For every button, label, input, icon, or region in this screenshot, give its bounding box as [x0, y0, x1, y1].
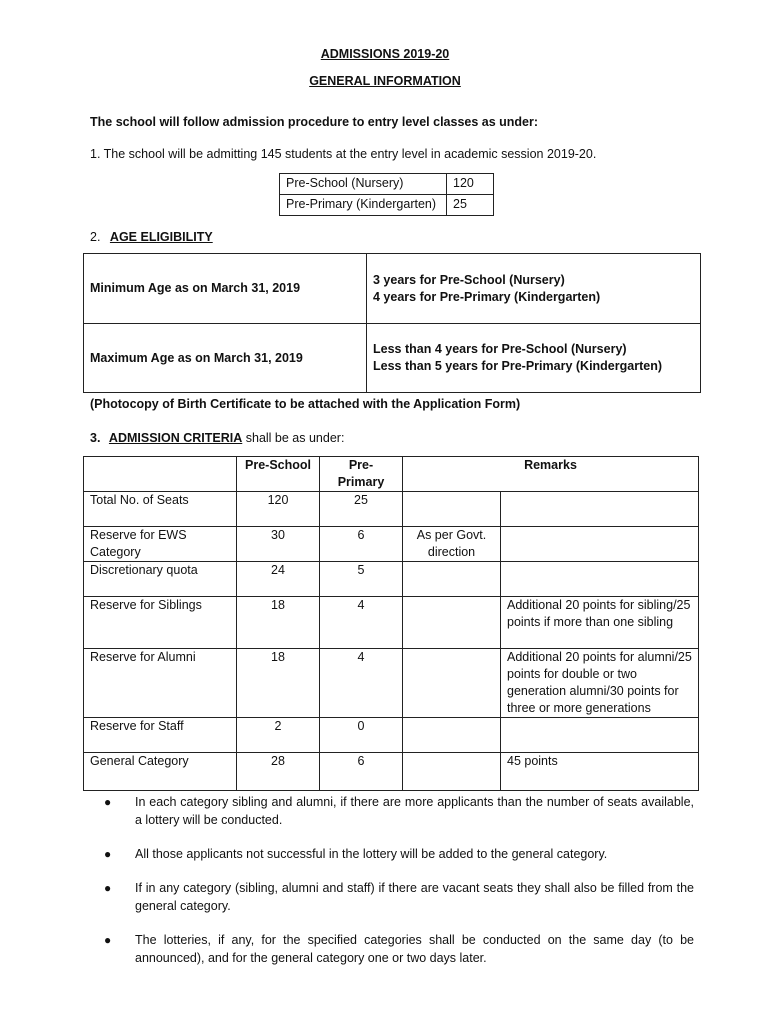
point-3-heading	[90, 431, 344, 445]
table-row	[84, 718, 699, 753]
age-label-cell: Minimum Age as on March 31, 2019	[84, 254, 367, 324]
bullet-icon: ●	[104, 881, 112, 895]
header-remarks: Remarks	[403, 457, 699, 492]
header-empty-cell	[84, 457, 237, 492]
criteria-label: Reserve for Staff	[84, 718, 237, 753]
criteria-preprimary: 5	[320, 562, 403, 597]
admission-criteria-table	[83, 456, 699, 791]
age-value-line: 3 years for Pre-School (Nursery)	[373, 272, 565, 287]
intake-seats-cell: 25	[447, 195, 494, 216]
table-row	[84, 254, 701, 324]
criteria-remark	[501, 718, 699, 753]
criteria-label: Total No. of Seats	[84, 492, 237, 527]
age-value-cell	[367, 324, 701, 393]
criteria-note	[403, 718, 501, 753]
age-eligibility-heading: AGE ELIGIBILITY	[109, 230, 213, 244]
criteria-preprimary: 4	[320, 649, 403, 718]
intro-text: The school will follow admission procedure to entry level classes as under:	[90, 115, 539, 129]
table-row	[84, 597, 699, 649]
criteria-note	[403, 492, 501, 527]
criteria-label: Reserve for EWS Category	[84, 527, 237, 562]
table-row	[84, 457, 699, 492]
age-value-cell	[367, 254, 701, 324]
age-value-line: Less than 4 years for Pre-School (Nursery)	[373, 342, 627, 356]
age-eligibility-table	[83, 253, 701, 393]
criteria-label: Reserve for Alumni	[84, 649, 237, 718]
list-item	[104, 793, 694, 829]
document-title: ADMISSIONS 2019-20	[320, 47, 450, 61]
age-value-line: 4 years for Pre-Primary (Kindergarten)	[373, 289, 601, 304]
intake-class-cell: Pre-Primary (Kindergarten)	[280, 195, 447, 216]
list-item	[104, 845, 694, 863]
bullet-text: In each category sibling and alumni, if there are more applicants than the number of seats available, a lottery will be conducted.	[135, 795, 694, 827]
bullet-text: All those applicants not successful in the lottery will be added to the general category.	[135, 847, 608, 861]
intake-class-cell: Pre-School (Nursery)	[280, 174, 447, 195]
bullet-icon: ●	[104, 933, 112, 947]
criteria-remark: Additional 20 points for sibling/25 points if more than one sibling	[501, 597, 699, 649]
criteria-note	[403, 597, 501, 649]
criteria-remark	[501, 562, 699, 597]
criteria-preprimary: 6	[320, 753, 403, 791]
criteria-preschool: 28	[237, 753, 320, 791]
criteria-note: As per Govt. direction	[403, 527, 501, 562]
criteria-label: Reserve for Siblings	[84, 597, 237, 649]
list-item	[104, 879, 694, 915]
criteria-note	[403, 562, 501, 597]
header-preschool: Pre-School	[237, 457, 320, 492]
criteria-remark	[501, 527, 699, 562]
table-row	[84, 562, 699, 597]
criteria-preprimary: 6	[320, 527, 403, 562]
table-row	[84, 492, 699, 527]
criteria-preschool: 30	[237, 527, 320, 562]
photocopy-note: (Photocopy of Birth Certificate to be attached with the Application Form)	[90, 397, 521, 411]
bullet-icon: ●	[104, 795, 112, 809]
criteria-preschool: 18	[237, 649, 320, 718]
point-3-number: 3.	[90, 431, 101, 445]
criteria-preschool: 120	[237, 492, 320, 527]
criteria-preschool: 2	[237, 718, 320, 753]
age-value-line: Less than 5 years for Pre-Primary (Kindergarten)	[373, 359, 662, 373]
point-2-heading	[90, 230, 213, 244]
criteria-preschool: 24	[237, 562, 320, 597]
admission-criteria-heading: ADMISSION CRITERIA	[108, 431, 243, 445]
header-preprimary: Pre-Primary	[320, 457, 403, 492]
table-row	[84, 649, 699, 718]
table-row	[280, 174, 494, 195]
criteria-remark: Additional 20 points for alumni/25 points for double or two generation alumni/30 points for three or more generations	[501, 649, 699, 718]
intake-table	[279, 173, 494, 216]
table-row	[84, 753, 699, 791]
criteria-note	[403, 753, 501, 791]
criteria-preprimary: 0	[320, 718, 403, 753]
bullet-list	[104, 793, 694, 967]
table-row	[84, 527, 699, 562]
criteria-label: Discretionary quota	[84, 562, 237, 597]
criteria-preprimary: 4	[320, 597, 403, 649]
document-subtitle: GENERAL INFORMATION	[309, 74, 461, 88]
table-row	[84, 324, 701, 393]
table-row	[280, 195, 494, 216]
bullet-text: If in any category (sibling, alumni and staff) if there are vacant seats they shall also be filled from the general category.	[135, 881, 694, 913]
criteria-preprimary: 25	[320, 492, 403, 527]
intake-seats-cell: 120	[447, 174, 494, 195]
bullet-icon: ●	[104, 847, 112, 861]
point-3-suffix: shall be as under:	[242, 431, 345, 445]
bullet-text: The lotteries, if any, for the specified categories shall be conducted on the same day (to be announced), and for the general category one or two days later.	[135, 933, 694, 965]
point-2-number: 2.	[90, 230, 101, 244]
age-label-cell: Maximum Age as on March 31, 2019	[84, 324, 367, 393]
criteria-remark: 45 points	[501, 753, 699, 791]
list-item	[104, 931, 694, 967]
criteria-remark	[501, 492, 699, 527]
criteria-preschool: 18	[237, 597, 320, 649]
criteria-note	[403, 649, 501, 718]
criteria-label: General Category	[84, 753, 237, 791]
point-1-text: 1. The school will be admitting 145 students at the entry level in academic session 2019-20.	[90, 147, 597, 161]
